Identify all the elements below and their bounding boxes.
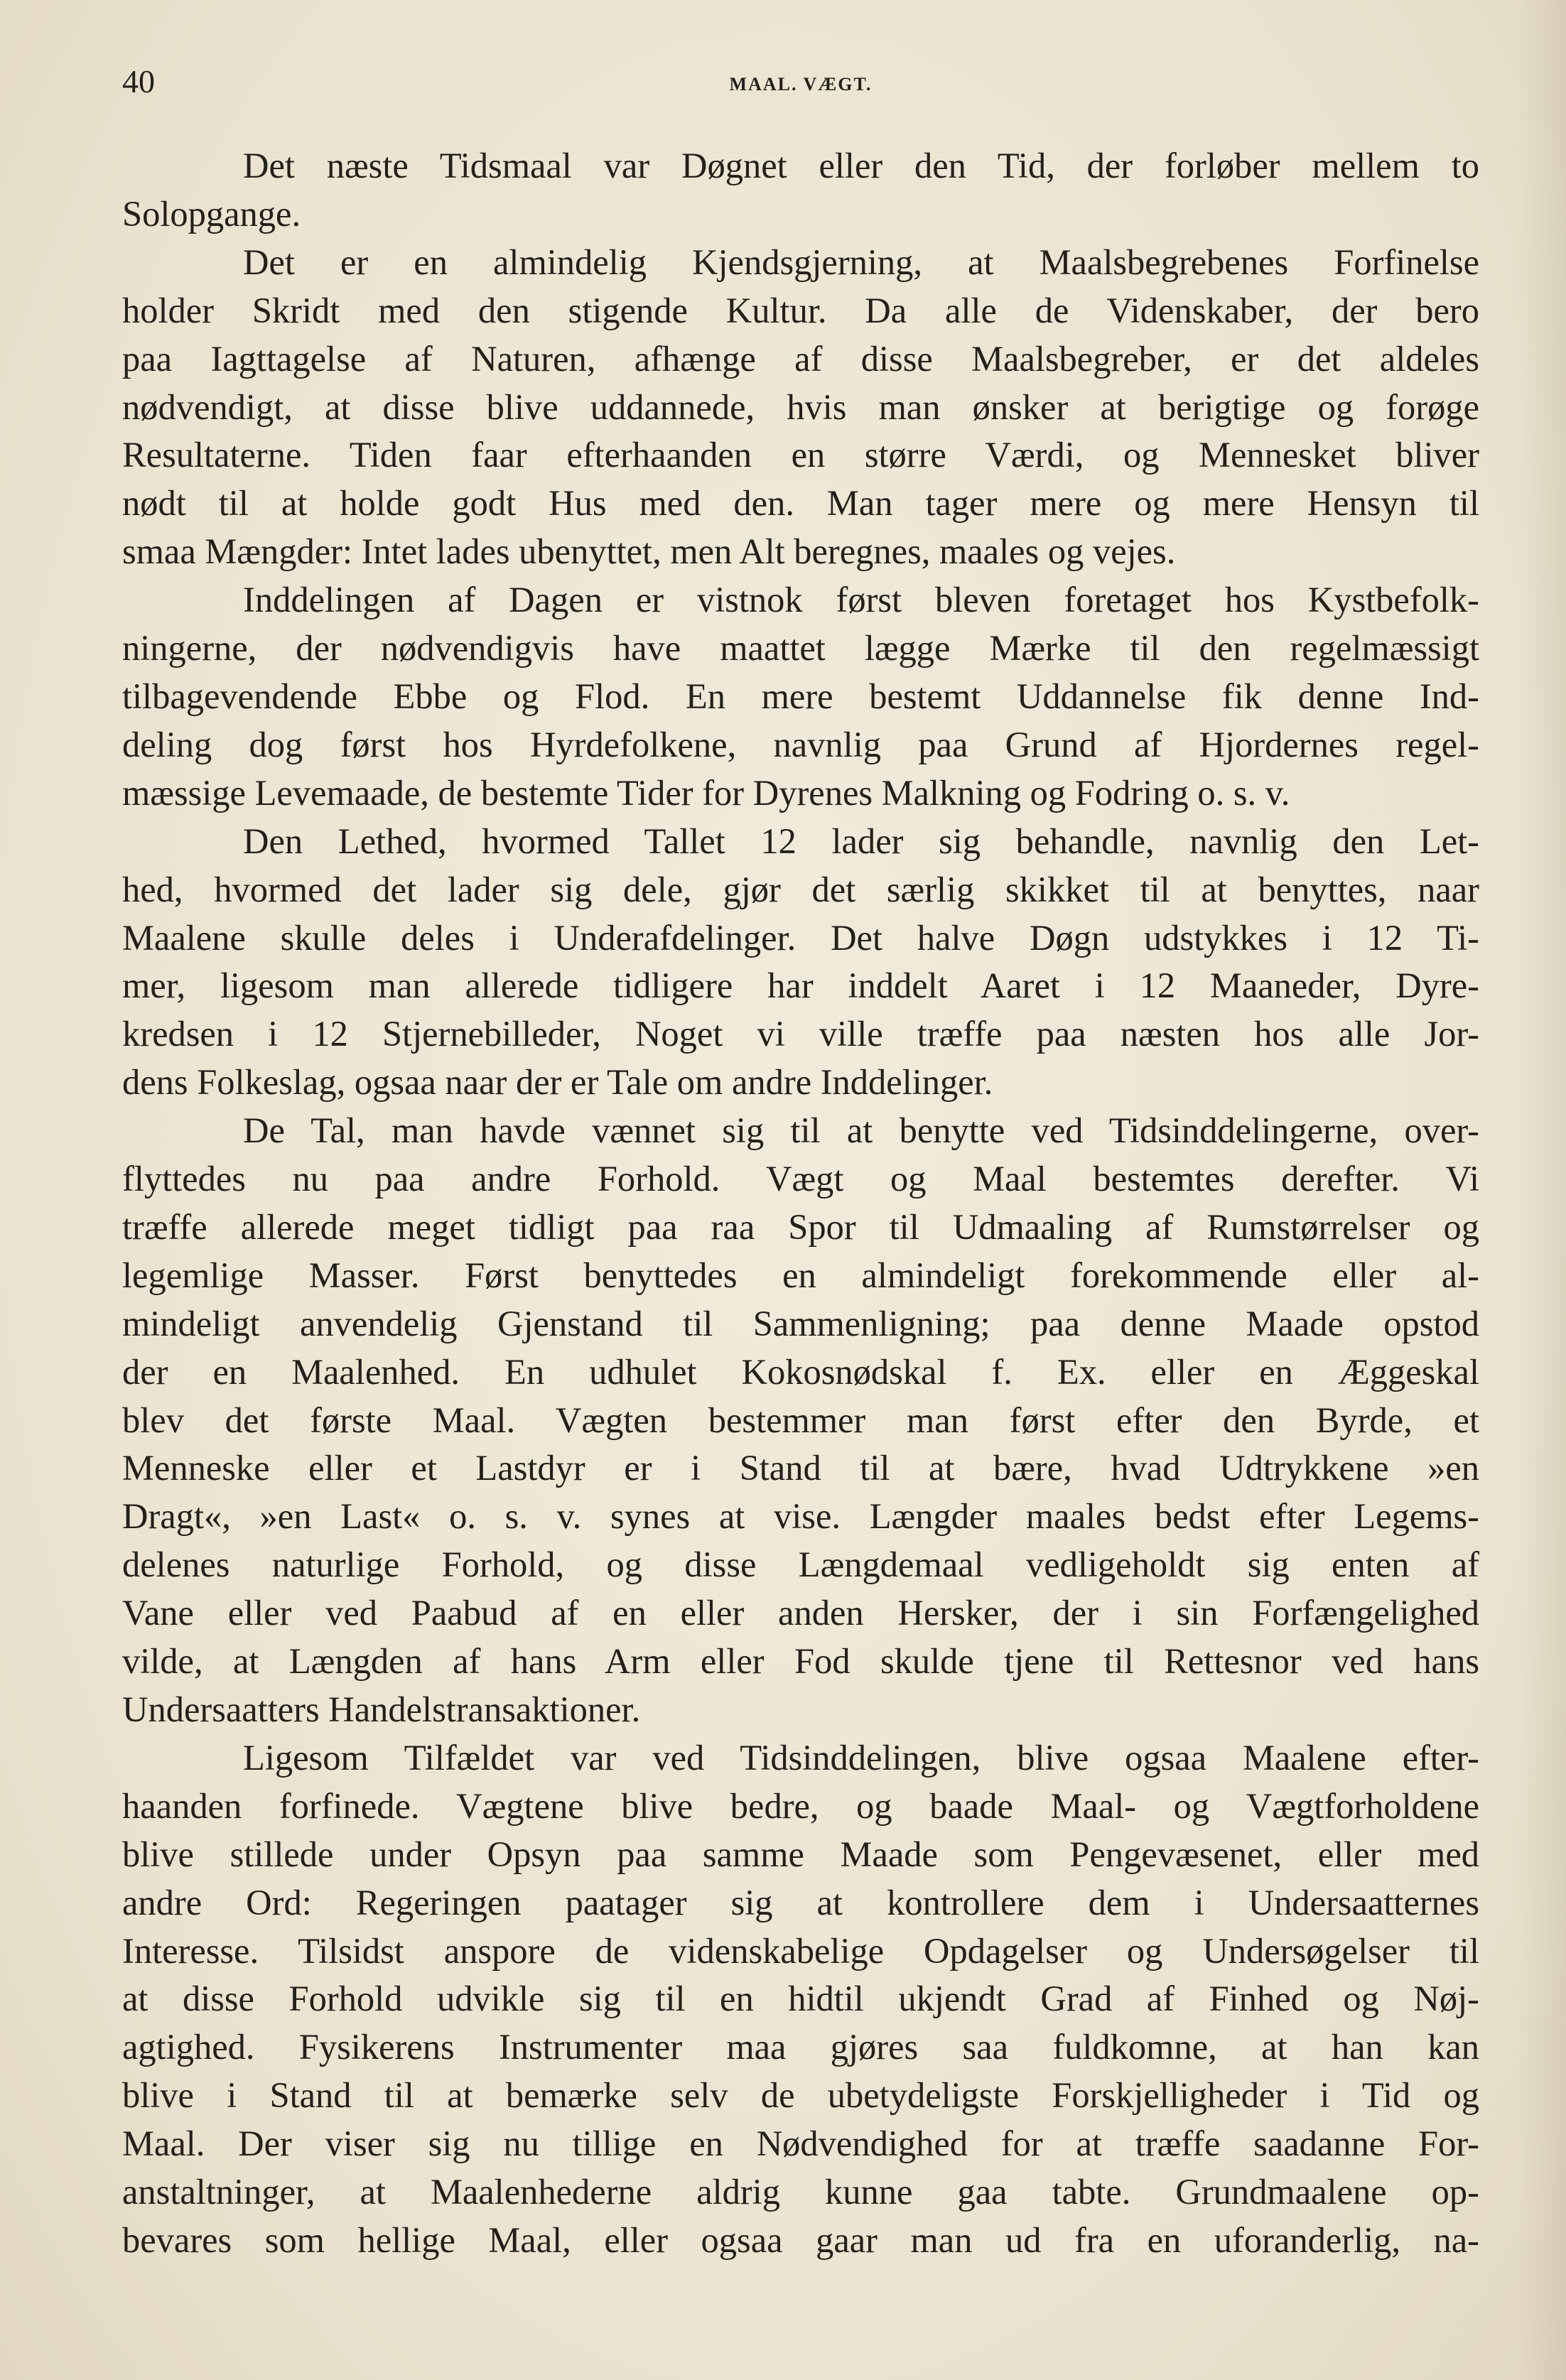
text-line: De Tal, man havde vænnet sig til at benytte ved Tidsinddelingerne, over- [243,1110,1479,1151]
text-line: at disse Forhold udvikle sig til en hidtil ukjendt Grad af Finhed og Nøj- [122,1979,1479,2019]
text-line: blive stillede under Opsyn paa samme Maade som Pengevæsenet, eller med [122,1834,1479,1874]
text-line: der en Maalenhed. En udhulet Kokosnødskal f. Ex. eller en Æggeskal [122,1351,1479,1392]
text-line: blev det første Maal. Vægten bestemmer man først efter den Byrde, et [122,1400,1479,1440]
text-line: paa Iagttagelse af Naturen, afhænge af disse Maalsbegreber, er det aldeles [122,338,1479,379]
paragraph [122,818,1479,1107]
text-line: kredsen i 12 Stjernebilleder, Noget vi ville træffe paa næsten hos alle Jor- [122,1014,1479,1054]
text-line: mindeligt anvendelig Gjenstand til Sammenligning; paa denne Maade opstod [122,1303,1479,1343]
text-line: Inddelingen af Dagen er vistnok først bleven foretaget hos Kystbefolk- [243,580,1479,620]
text-line: Det er en almindelig Kjendsgjerning, at Maalsbegrebenes Forfinelse [243,242,1479,282]
text-line: nødvendigt, at disse blive uddannede, hvis man ønsker at berigtige og forøge [122,386,1479,427]
text-line: Solopgange. [122,193,301,234]
text-line: hed, hvormed det lader sig dele, gjør det særlig skikket til at benyttes, naar [122,869,1479,909]
text-line: haanden forfinede. Vægtene blive bedre, og baade Maal- og Vægtforholdene [122,1785,1479,1826]
text-line: Ligesom Tilfældet var ved Tidsinddelingen, blive ogsaa Maalene efter- [243,1737,1479,1778]
paragraph [122,142,1479,239]
text-line: smaa Mængder: Intet lades ubenyttet, men Alt beregnes, maales og vejes. [122,531,1176,572]
text-line: agtighed. Fysikerens Instrumenter maa gjøres saa fuldkomne, at han kan [122,2027,1479,2067]
text-line: blive i Stand til at bemærke selv de ubetydeligste Forskjelligheder i Tid og [122,2075,1479,2116]
paragraph [122,576,1479,818]
text-line: bevares som hellige Maal, eller ogsaa gaar man ud fra en uforanderlig, na- [122,2219,1479,2260]
text-line: deling dog først hos Hyrdefolkene, navnlig paa Grund af Hjordernes regel- [122,724,1479,764]
paragraph [122,1734,1479,2265]
text-line: Den Lethed, hvormed Tallet 12 lader sig behandle, navnlig den Let- [243,821,1479,861]
text-line: Menneske eller et Lastdyr er i Stand til at bære, hvad Udtrykkene »en [122,1448,1479,1488]
page-header [122,63,1479,112]
running-head: MAAL. VÆGT. [729,74,873,94]
text-line: andre Ord: Regeringen paatager sig at kontrollere dem i Undersaatternes [122,1882,1479,1922]
text-line: Dragt«, »en Last« o. s. v. synes at vise. Længder maales bedst efter Legems- [122,1496,1479,1537]
text-line: holder Skridt med den stigende Kultur. Da alle de Videnskaber, der bero [122,290,1479,330]
text-line: ningerne, der nødvendigvis have maattet lægge Mærke til den regelmæssigt [122,628,1479,669]
text-line: Resultaterne. Tiden faar efterhaanden en større Værdi, og Mennesket bliver [122,435,1479,475]
text-line: dens Folkeslag, ogsaa naar der er Tale om andre Inddelinger. [122,1062,993,1103]
text-line: Interesse. Tilsidst anspore de videnskabelige Opdagelser og Undersøgelser til [122,1930,1479,1971]
text-line: Det næste Tidsmaal var Døgnet eller den Tid, der forløber mellem to [243,146,1479,185]
text-line: Undersaatters Handelstransaktioner. [122,1689,641,1729]
text-line: anstaltninger, at Maalenhederne aldrig kunne gaa tabte. Grundmaalene op- [122,2172,1479,2212]
text-line: legemlige Masser. Først benyttedes en almindeligt forekommende eller al- [122,1255,1479,1295]
text-line: mæssige Levemaade, de bestemte Tider for Dyrenes Malkning og Fodring o. s. v. [122,772,1290,813]
text-line: vilde, at Længden af hans Arm eller Fod skulde tjene til Rettesnor ved hans [122,1641,1479,1682]
text-line: Maalene skulle deles i Underafdelinger. Det halve Døgn udstykkes i 12 Ti- [122,917,1479,958]
body-text [122,142,1479,2265]
text-line: delenes naturlige Forhold, og disse Længdemaal vedligeholdt sig enten af [122,1545,1479,1585]
text-line: tilbagevendende Ebbe og Flod. En mere bestemt Uddannelse fik denne Ind- [122,676,1479,716]
text-line: mer, ligesom man allerede tidligere har inddelt Aaret i 12 Maaneder, Dyre- [122,965,1479,1006]
text-line: nødt til at holde godt Hus med den. Man tager mere og mere Hensyn til [122,483,1479,524]
text-line: træffe allerede meget tidligt paa raa Spor til Udmaaling af Rumstørrelser og [122,1206,1479,1247]
text-line: Vane eller ved Paabud af en eller anden Hersker, der i sin Forfængelighed [122,1593,1479,1633]
text-line: flyttedes nu paa andre Forhold. Vægt og Maal bestemtes derefter. Vi [122,1159,1479,1199]
page-number: 40 [122,63,155,99]
paragraph [122,239,1479,576]
text-line: Maal. Der viser sig nu tillige en Nødvendighed for at træffe saadanne For- [122,2124,1479,2164]
paragraph [122,1107,1479,1734]
page-edge-shadow [1516,0,1566,2380]
